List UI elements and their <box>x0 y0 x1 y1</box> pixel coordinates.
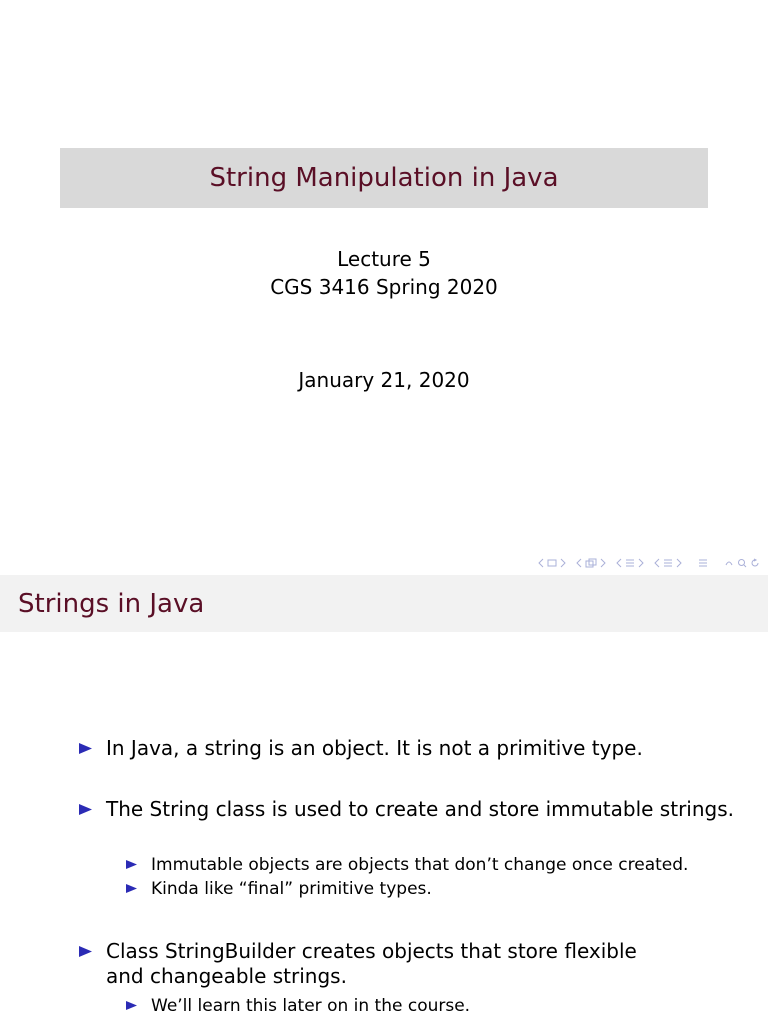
nav-left-icon[interactable] <box>654 558 660 568</box>
list-item-text: In Java, a string is an object. It is not a primitive type. <box>106 736 643 760</box>
toc-icon[interactable] <box>698 558 708 568</box>
nav-right-icon[interactable] <box>560 558 566 568</box>
presentation-date: January 21, 2020 <box>298 368 470 392</box>
nav-right-icon[interactable] <box>676 558 682 568</box>
triangle-bullet-icon <box>125 883 138 894</box>
nav-right-icon[interactable] <box>600 558 606 568</box>
sub-list-item-text: We’ll learn this later on in the course. <box>151 996 471 1016</box>
list-item <box>78 797 734 822</box>
subsection-icon[interactable] <box>585 558 597 568</box>
course-name: CGS 3416 Spring 2020 <box>270 275 498 299</box>
sub-list-item-text: Immutable objects are objects that don’t change once created. <box>151 855 689 875</box>
title-box <box>60 148 708 208</box>
triangle-bullet-icon <box>78 945 93 958</box>
presentation-title: String Manipulation in Java <box>209 163 559 193</box>
section-icon[interactable] <box>625 558 635 568</box>
list-item-text: Class StringBuilder creates objects that store flexible and changeable strings. <box>106 939 637 988</box>
list-item <box>78 736 643 761</box>
toc-icon[interactable] <box>663 558 673 568</box>
nav-left-icon[interactable] <box>538 558 544 568</box>
frame-icon[interactable] <box>547 558 557 568</box>
sub-list-item <box>125 994 470 1018</box>
nav-left-icon[interactable] <box>576 558 582 568</box>
content-slide <box>0 575 768 1024</box>
loop-icon[interactable] <box>724 558 734 568</box>
triangle-bullet-icon <box>125 859 138 870</box>
search-icon[interactable] <box>737 558 747 568</box>
nav-right-icon[interactable] <box>638 558 644 568</box>
triangle-bullet-icon <box>125 1000 138 1011</box>
triangle-bullet-icon <box>78 803 93 816</box>
list-item <box>78 939 668 989</box>
frame-title: Strings in Java <box>18 589 205 619</box>
lecture-number: Lecture 5 <box>337 247 431 271</box>
sub-list-item <box>125 877 432 901</box>
back-icon[interactable] <box>750 558 760 568</box>
sub-list-item-text: Kinda like “final” primitive types. <box>151 879 432 899</box>
frame-title-bar <box>0 575 768 632</box>
triangle-bullet-icon <box>78 742 93 755</box>
list-item-text: The String class is used to create and store immutable strings. <box>106 797 734 821</box>
nav-left-icon[interactable] <box>616 558 622 568</box>
beamer-navigation-bar <box>538 556 760 570</box>
sub-list-item <box>125 853 688 877</box>
